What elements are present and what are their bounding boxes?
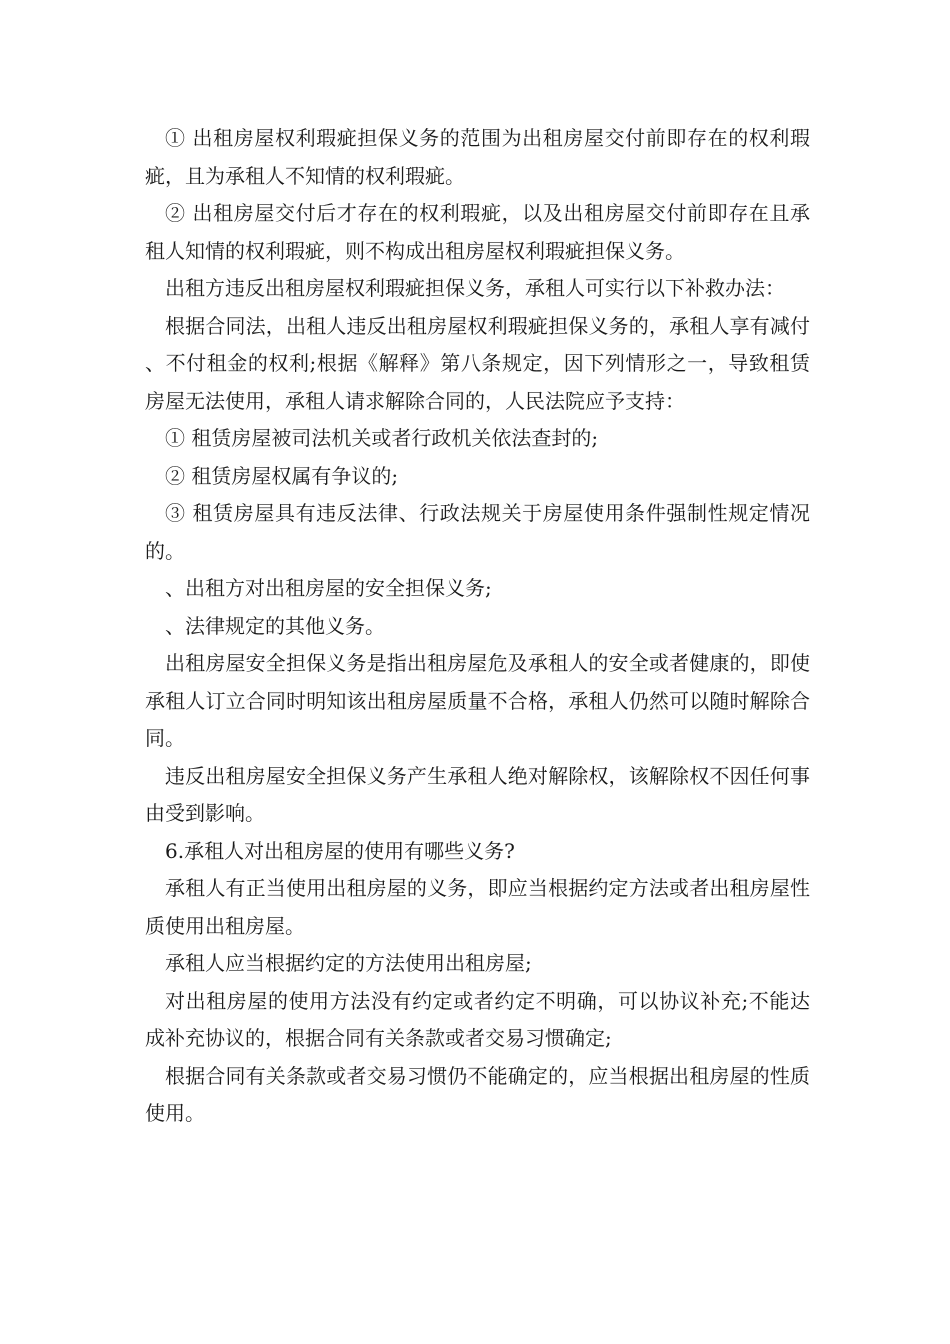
paragraph-violates-regulations: ③ 租赁房屋具有违反法律、行政法规关于房屋使用条件强制性规定情况的。 [145, 501, 810, 563]
paragraph-use-by-nature: 根据合同有关条款或者交易习惯仍不能确定的，应当根据出租房屋的性质使用。 [145, 1063, 810, 1125]
paragraph-unclear-agreement: 对出租房屋的使用方法没有约定或者约定不明确，可以协议补充;不能达成补充协议的，根据合同有关条款或者交易习惯确定; [145, 988, 810, 1050]
paragraph-proper-use-duty: 承租人有正当使用出租房屋的义务，即应当根据约定方法或者出租房屋性质使用出租房屋。 [145, 876, 810, 938]
paragraph-safety-guarantee-definition: 出租房屋安全担保义务是指出租房屋危及承租人的安全或者健康的，即使承租人订立合同时明知该出租房屋质量不合格，承租人仍然可以随时解除合同。 [145, 651, 810, 750]
paragraph-other-legal-duties: 、法律规定的其他义务。 [165, 613, 385, 638]
section-heading-tenant-use-duties: 6.承租人对出租房屋的使用有哪些义务? [165, 838, 515, 863]
paragraph-ownership-dispute: ② 租赁房屋权属有争议的; [165, 463, 399, 488]
paragraph-contract-law-remedies: 根据合同法，出租人违反出租房屋权利瑕疵担保义务的，承租人享有减付、不付租金的权利;根据《解释》第八条规定，因下列情形之一，导致租赁房屋无法使用，承租人请求解除合同的，人民法院应予支持： [145, 313, 810, 413]
paragraph-agreed-method-use: 承租人应当根据约定的方法使用出租房屋; [165, 951, 532, 975]
paragraph-seized-by-authority: ① 租赁房屋被司法机关或者行政机关依法查封的; [165, 426, 599, 450]
paragraph-rights-defect-exclusion: ② 出租房屋交付后才存在的权利瑕疵，以及出租房屋交付前即存在且承租人知情的权利瑕疵，则不构成出租房屋权利瑕疵担保义务。 [145, 201, 810, 263]
document-body [145, 120, 810, 1133]
paragraph-rights-defect-scope: ① 出租房屋权利瑕疵担保义务的范围为出租房屋交付前即存在的权利瑕疵，且为承租人不知情的权利瑕疵。 [145, 126, 810, 188]
paragraph-safety-guarantee-duty: 、出租方对出租房屋的安全担保义务; [165, 576, 492, 600]
paragraph-remedies-intro: 出租方违反出租房屋权利瑕疵担保义务，承租人可实行以下补救办法： [165, 276, 785, 300]
paragraph-absolute-termination-right: 违反出租房屋安全担保义务产生承租人绝对解除权，该解除权不因任何事由受到影响。 [145, 763, 810, 825]
